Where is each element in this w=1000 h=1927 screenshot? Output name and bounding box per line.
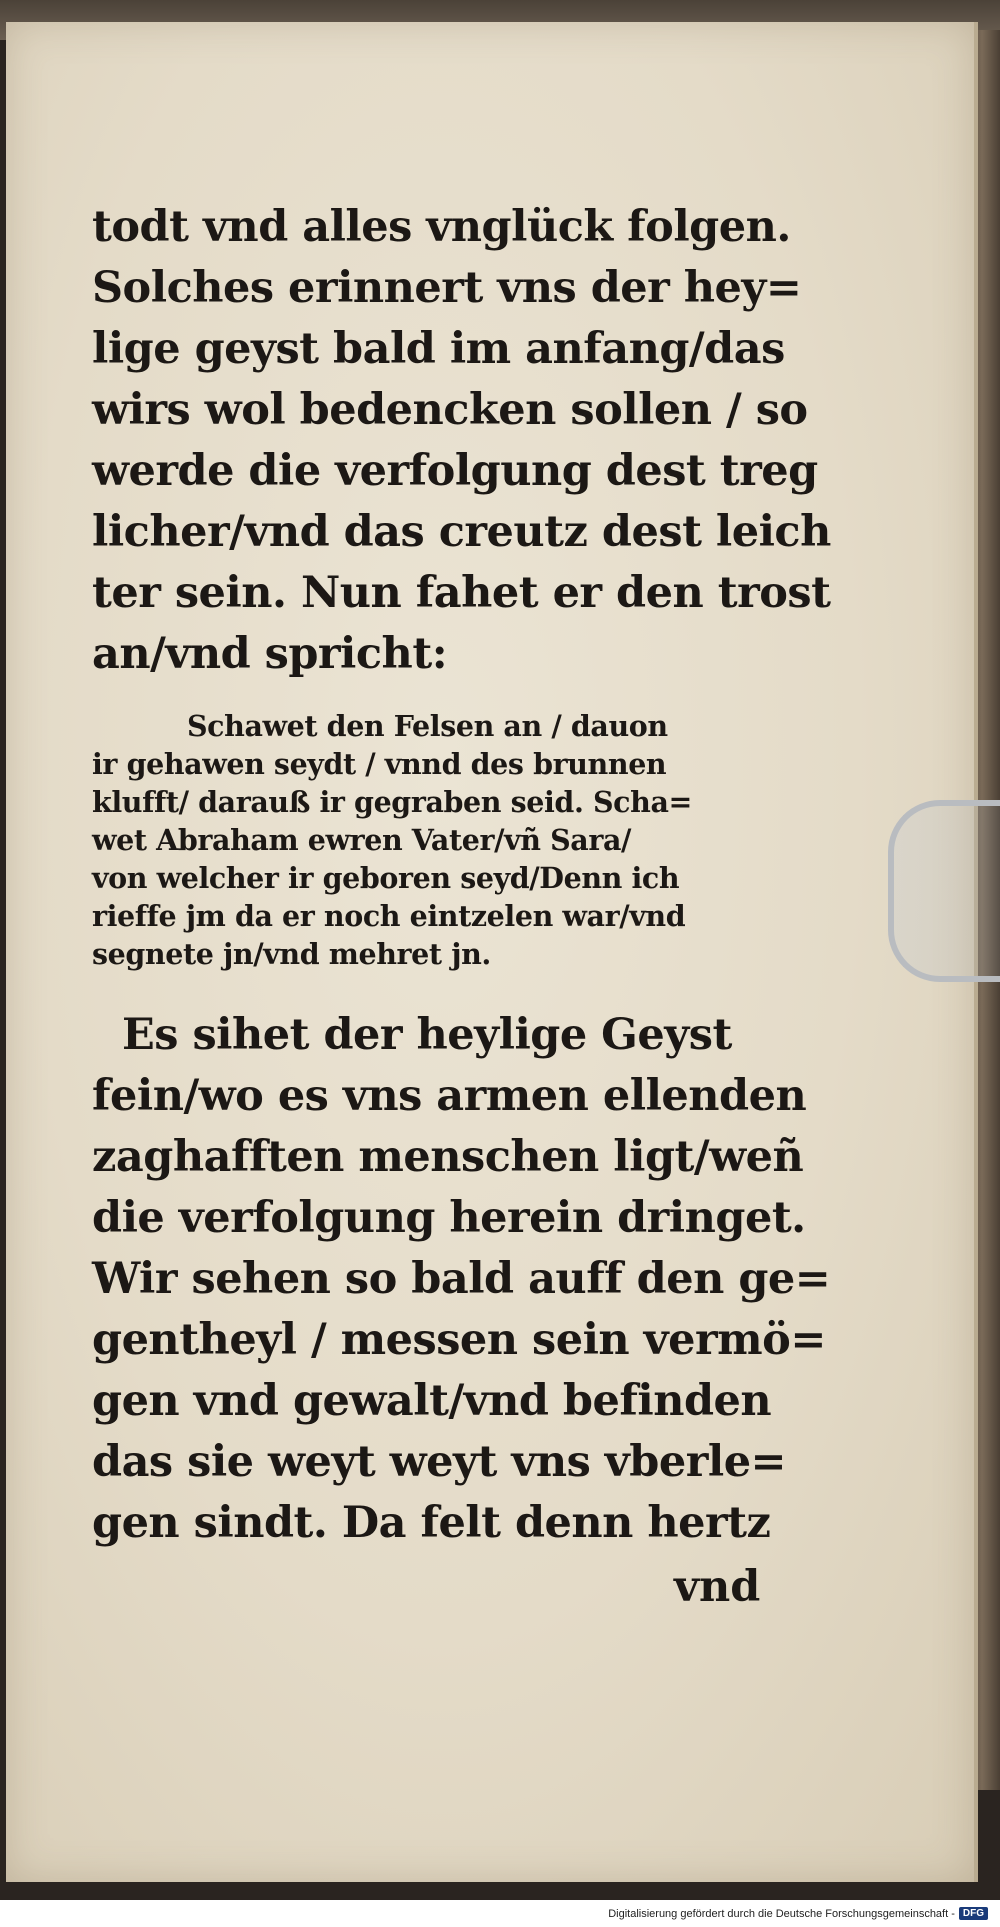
quote-line: von welcher ir geboren seyd/Denn ich — [92, 861, 680, 895]
text-line: Wir sehen so bald auff den ge= — [92, 1254, 831, 1304]
paragraph-2 — [92, 1005, 831, 1554]
quote-line: ir gehawen seydt / vnnd des brunnen — [92, 747, 667, 781]
quote-line: wet Abraham ewren Vater/vñ Sara/ — [92, 823, 632, 857]
book-page — [6, 22, 978, 1882]
text-line: wirs wol bedencken sollen / so — [92, 385, 808, 435]
footer-credit: Digitalisierung gefördert durch die Deutsche Forschungsgemeinschaft - — [608, 1907, 955, 1920]
text-line: ter sein. Nun fahet er den trost — [92, 568, 831, 618]
quote-line: klufft/ darauß ir gegraben seid. Scha= — [92, 785, 692, 819]
quote-line: Schawet den Felsen an / dauon — [187, 709, 668, 743]
page-text — [92, 197, 831, 1554]
text-line: Solches erinnert vns der hey= — [92, 263, 802, 313]
dfg-logo-icon: DFG — [959, 1907, 988, 1920]
text-line: werde die verfolgung dest treg — [92, 446, 818, 496]
digitization-footer — [0, 1900, 1000, 1927]
text-line: licher/vnd das creutz dest leich — [92, 507, 831, 557]
scripture-quote — [92, 707, 772, 973]
text-line: todt vnd alles vnglück folgen. — [92, 202, 791, 252]
quote-line: rieffe jm da er noch eintzelen war/vnd — [92, 899, 686, 933]
paragraph-1 — [92, 197, 831, 685]
text-line: gen sindt. Da felt denn hertz — [92, 1498, 771, 1548]
text-line: Es sihet der heylige Geyst — [122, 1010, 732, 1060]
text-line: die verfolgung herein dringet. — [92, 1193, 806, 1243]
text-line: zaghafften menschen ligt/weñ — [92, 1132, 804, 1182]
text-line: fein/wo es vns armen ellenden — [92, 1071, 807, 1121]
text-line: an/vnd spricht: — [92, 629, 448, 679]
text-line: lige geyst bald im anfang/das — [92, 324, 785, 374]
page-clip — [888, 800, 1000, 982]
text-line: das sie weyt weyt vns vberle= — [92, 1437, 787, 1487]
catchword: vnd — [674, 1562, 761, 1612]
quote-line: segnete jn/vnd mehret jn. — [92, 937, 491, 971]
text-line: gen vnd gewalt/vnd befinden — [92, 1376, 772, 1426]
text-line: gentheyl / messen sein vermö= — [92, 1315, 826, 1365]
